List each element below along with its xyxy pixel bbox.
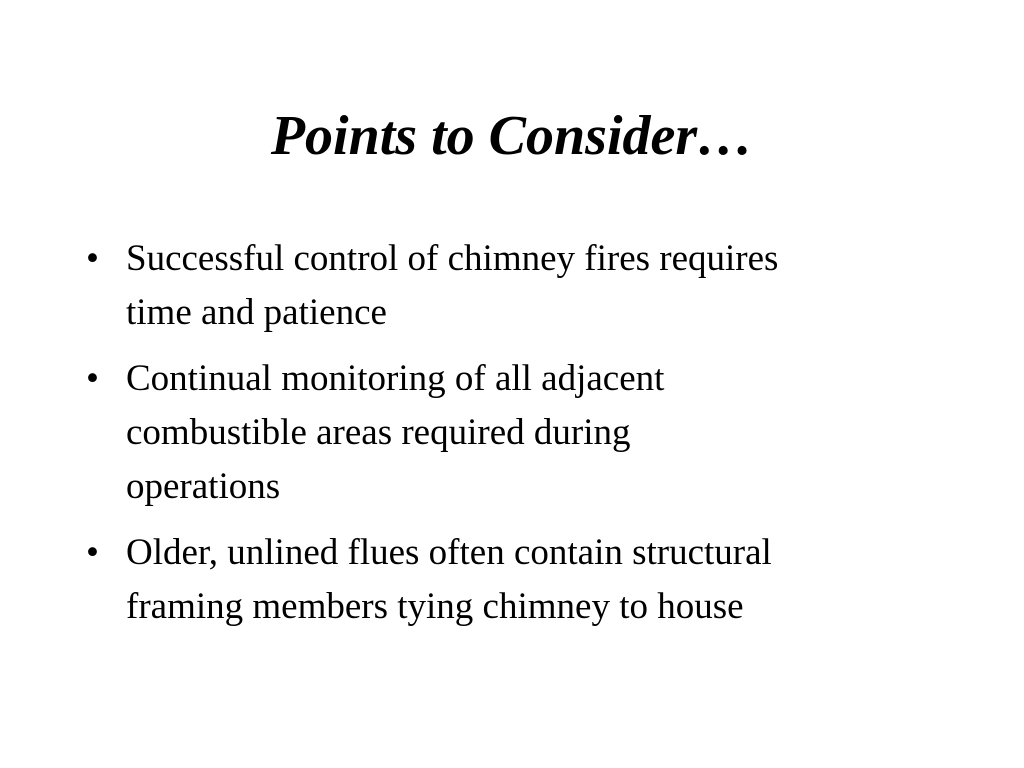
bullet-dot-icon: • [86,358,99,399]
bullet-text-line: framing members tying chimney to house [126,586,744,627]
bullet-item-2 [86,352,966,514]
bullet-text-line: Older, unlined flues often contain structural [126,532,772,573]
bullet-item-1 [86,232,966,340]
bullet-item-3 [86,526,966,634]
bullet-text-line: time and patience [126,292,387,333]
slide-title: Points to Consider… [270,105,754,167]
bullet-text-line: Continual monitoring of all adjacent [126,358,665,399]
bullet-dot-icon: • [86,238,99,279]
bullet-text-line: Successful control of chimney fires requires [126,238,779,279]
bullet-text-line: operations [126,466,281,507]
bullet-text-line: combustible areas required during [126,412,631,453]
bullet-dot-icon: • [86,532,99,573]
bullet-list [86,232,966,646]
